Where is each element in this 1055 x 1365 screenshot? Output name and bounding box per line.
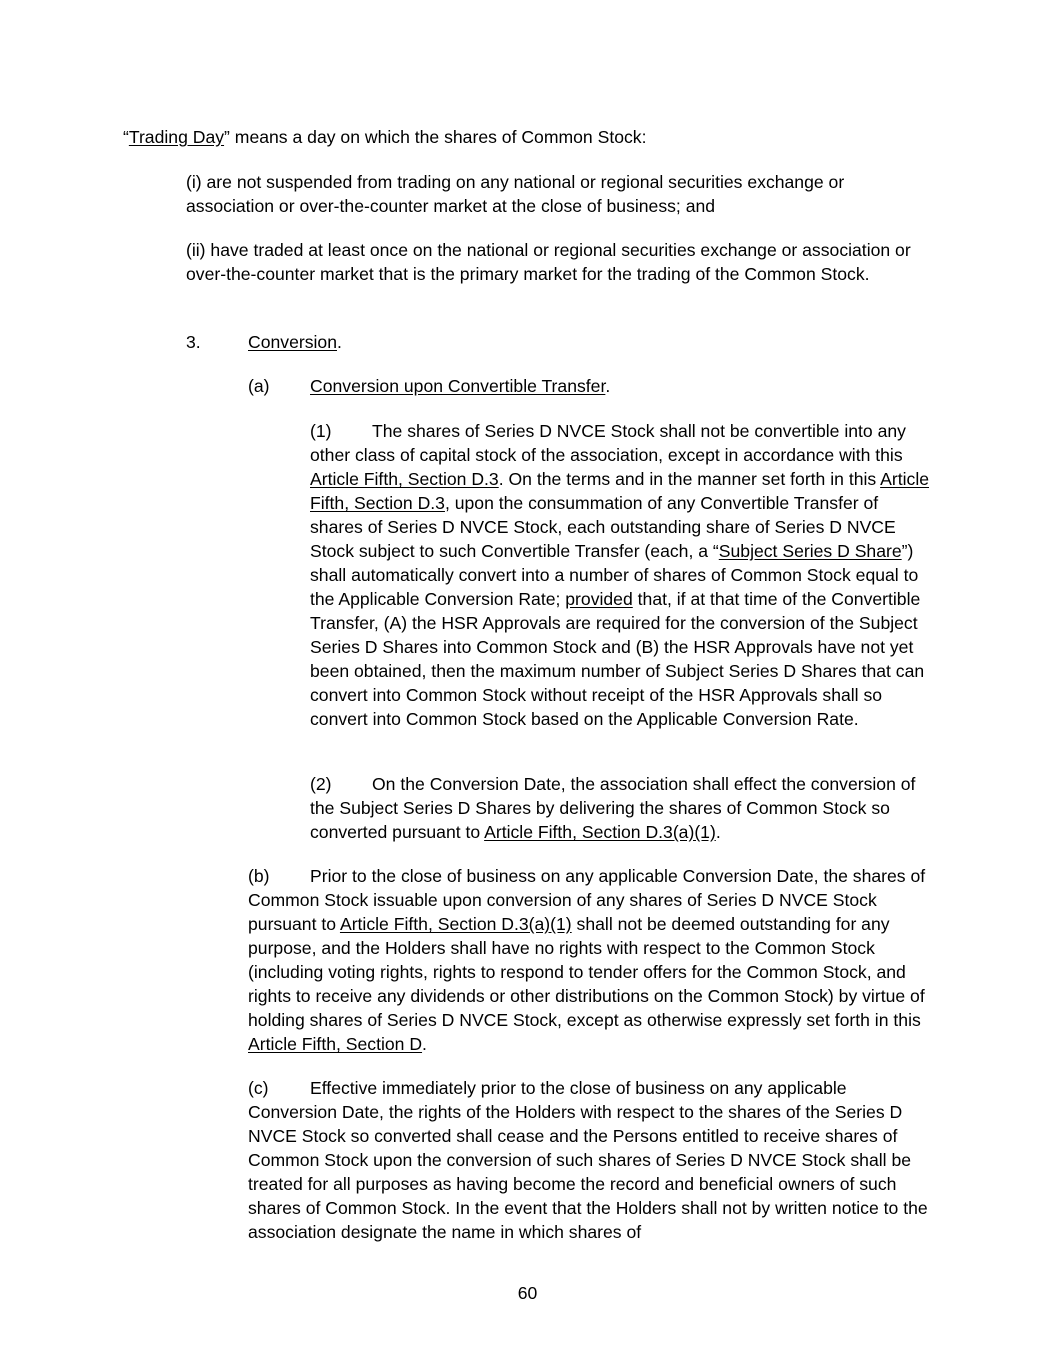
open-quote: “ (123, 127, 129, 147)
subparagraph-2 (310, 772, 932, 844)
close-quote: ” (224, 127, 230, 147)
text-run: . On the terms and in the manner set forth in this (498, 469, 881, 489)
cross-reference: Article Fifth, Section D.3 (310, 469, 499, 489)
provided-term: provided (565, 589, 633, 609)
paragraph-c (248, 1076, 932, 1244)
subparagraph-1 (310, 419, 932, 731)
text-run: shall not be deemed outstanding for any purpose, and the Holders shall have no rights with respect to the Common Stock (including voting rights, rights to respond to tender offers for the Common Stock, and rights to receive any dividends or other distributions on the Common Stock) by virtue of holding shares of Series D NVCE Stock, except as otherwise expressly set forth in this (248, 914, 925, 1030)
text-run: . (422, 1034, 427, 1054)
section-title: Conversion (248, 332, 337, 352)
text-run: Prior to the close of business on any applicable Conversion Date, the shares of Common Stock issuable upon conversion of any shares of Series D NVCE Stock pursuant to (248, 866, 926, 934)
subparagraph-2-label: (2) (310, 774, 332, 794)
cross-reference: Article Fifth, Section D.3(a)(1) (339, 914, 572, 934)
text-run: ”) shall automatically convert into a number of shares of Common Stock equal to the Applicable Conversion Rate; (310, 541, 919, 609)
paragraph-a-title: Conversion upon Convertible Transfer (310, 376, 606, 396)
clause-ii: (ii) have traded at least once on the national or regional securities exchange or association or over-the-counter market that is the primary market for the trading of the Common Stock. (186, 240, 911, 284)
clause-i: (i) are not suspended from trading on any national or regional securities exchange or association or over-the-counter market at the close of business; and (186, 172, 845, 216)
subparagraph-1-label: (1) (310, 421, 332, 441)
cross-reference: Article Fifth, Section D (248, 1034, 423, 1054)
defined-term-trading-day: Trading Day (128, 127, 225, 147)
defined-term-subject-series-d-share: Subject Series D Share (718, 541, 902, 561)
definition-text: means a day on which the shares of Common Stock: (229, 127, 647, 147)
paragraph-b-label: (b) (248, 866, 270, 886)
paragraph-a-label: (a) (248, 376, 270, 396)
text-run: On the Conversion Date, the association shall effect the conversion of the Subject Series D Shares by delivering the shares of Common Stock so converted pursuant to (310, 774, 916, 842)
text-run: that, if at that time of the Convertible Transfer, (A) the HSR Approvals are required for the conversion of the Subject Series D Shares into Common Stock and (B) the HSR Approvals have not yet been obtained, then the maximum number of Subject Series D Shares that can convert into Common Stock without receipt of the HSR Approvals shall so convert into Common Stock based on the Applicable Conversion Rate. (310, 589, 925, 729)
page-number: 60 (517, 1283, 538, 1303)
paragraph-c-label: (c) (248, 1078, 269, 1098)
paragraph-a-period: . (605, 376, 611, 396)
cross-reference: Article Fifth, Section D.3 (310, 469, 930, 513)
text-run: Effective immediately prior to the close of business on any applicable Conversion Date, the rights of the Holders with respect to the shares of the Series D NVCE Stock so converted shall cease and the Persons entitled to receive shares of Common Stock upon the conversion of such shares of Series D NVCE Stock shall be treated for all purposes as having become the record and beneficial owners of such shares of Common Stock. In the event that the Holders shall not by written notice to the association designate the name in which shares of (248, 1078, 928, 1242)
cross-reference: Article Fifth, Section D.3(a)(1) (484, 822, 716, 842)
section-title-period: . (337, 332, 342, 352)
trading-day-definition (123, 125, 943, 149)
text-run: , upon the consummation of any Convertible Transfer of shares of Series D NVCE Stock, each outstanding share of Series D NVCE Stock subject to such Convertible Transfer (each, a “ (310, 493, 896, 561)
text-run: . (715, 822, 721, 842)
paragraph-b (248, 864, 932, 1056)
section-3-heading (186, 330, 932, 354)
paragraph-a-heading (248, 374, 932, 398)
section-number: 3. (186, 332, 201, 352)
text-run: The shares of Series D NVCE Stock shall not be convertible into any other class of capital stock of the association, except in accordance with this (310, 421, 906, 465)
